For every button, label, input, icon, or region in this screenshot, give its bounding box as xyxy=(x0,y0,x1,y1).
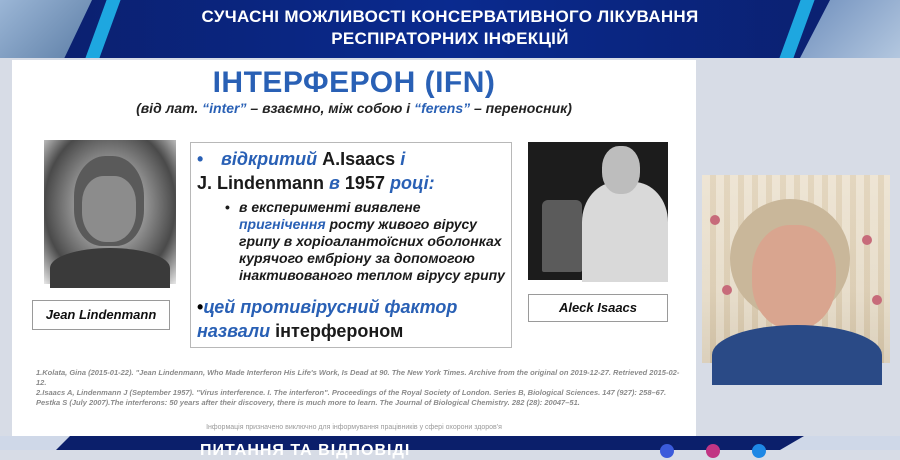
isaacs-photo xyxy=(528,142,668,280)
references xyxy=(36,368,686,408)
reference-item: 2.Isaacs A, Lindenmann J (September 1957). "Virus interference. I. The interferon". Proceedings of the Royal Society of London. Series B, Biological Sciences. 147 (927): 258–67. xyxy=(36,388,667,397)
lindenmann-name: Jean Lindenmann xyxy=(32,300,170,330)
top-banner xyxy=(0,0,900,58)
slide-subtitle xyxy=(12,100,696,116)
subtitle-ferens: “ferens” xyxy=(414,100,471,116)
banner-title-line1: СУЧАСНІ МОЖЛИВОСТІ КОНСЕРВАТИВНОГО ЛІКУВАННЯ xyxy=(201,7,699,26)
reference-item: 1.Kolata, Gina (2015-01-22). "Jean Lindenmann, Who Made Interferon His Life's Work, Is Dead at 90. The New York Times. Archive from the original on 2019-12-27. Retrieved 2015-02-12. xyxy=(36,368,680,387)
banner-right-photo xyxy=(800,0,900,58)
lindenmann-photo xyxy=(44,140,176,284)
reference-item: Pestka S (July 2007).The interferons: 50 years after their discovery, there is much more to learn. The Journal of Biological Chemistry. 282 (28): 20047–51. xyxy=(36,398,580,407)
bullet-icon: • xyxy=(197,149,204,169)
disclaimer: Інформація призначено виключно для інформування працівників у сфері охорони здоров'я xyxy=(206,424,502,431)
bullet-icon: • xyxy=(225,199,230,215)
bullet-icon: • xyxy=(197,297,204,317)
subtitle-inter: “inter” xyxy=(202,100,247,116)
microscope-icon xyxy=(542,200,582,272)
bullet-named: •цей противірусний фактор назвали інтерфероном xyxy=(197,297,458,341)
subtitle-part: – переносник) xyxy=(470,100,572,116)
subtitle-part: – взаємно, між собою і xyxy=(246,100,415,116)
bottom-banner-text: ПИТАННЯ ТА ВІДПОВІДІ xyxy=(200,442,411,459)
facebook-icon[interactable] xyxy=(660,444,674,458)
speaker-video xyxy=(702,175,890,363)
sub-bullet-experiment: • в експерименті виявлене пригнічення росту живого вірусу грипу в хоріоалантоїсних оболонках курячого ембріону за допомогою інактивованого теплом вірусу грипу xyxy=(225,199,505,283)
banner-left-photo xyxy=(0,0,92,58)
discovery-info-box xyxy=(190,142,512,348)
banner-title-line2: РЕСПІРАТОРНИХ ІНФЕКЦІЙ xyxy=(331,29,569,48)
subtitle-part: (від лат. xyxy=(136,100,203,116)
telegram-icon[interactable] xyxy=(752,444,766,458)
banner-stripe xyxy=(85,0,120,58)
instagram-icon[interactable] xyxy=(706,444,720,458)
banner-title xyxy=(120,6,780,50)
bottom-banner xyxy=(0,436,900,459)
slide xyxy=(12,60,696,436)
bullet-discovered: • відкритий A.Isaacs і J. Lindenmann в 1957 році: xyxy=(197,149,435,193)
isaacs-name: Aleck Isaacs xyxy=(528,294,668,322)
slide-title: ІНТЕРФЕРОН (IFN) xyxy=(212,66,496,99)
